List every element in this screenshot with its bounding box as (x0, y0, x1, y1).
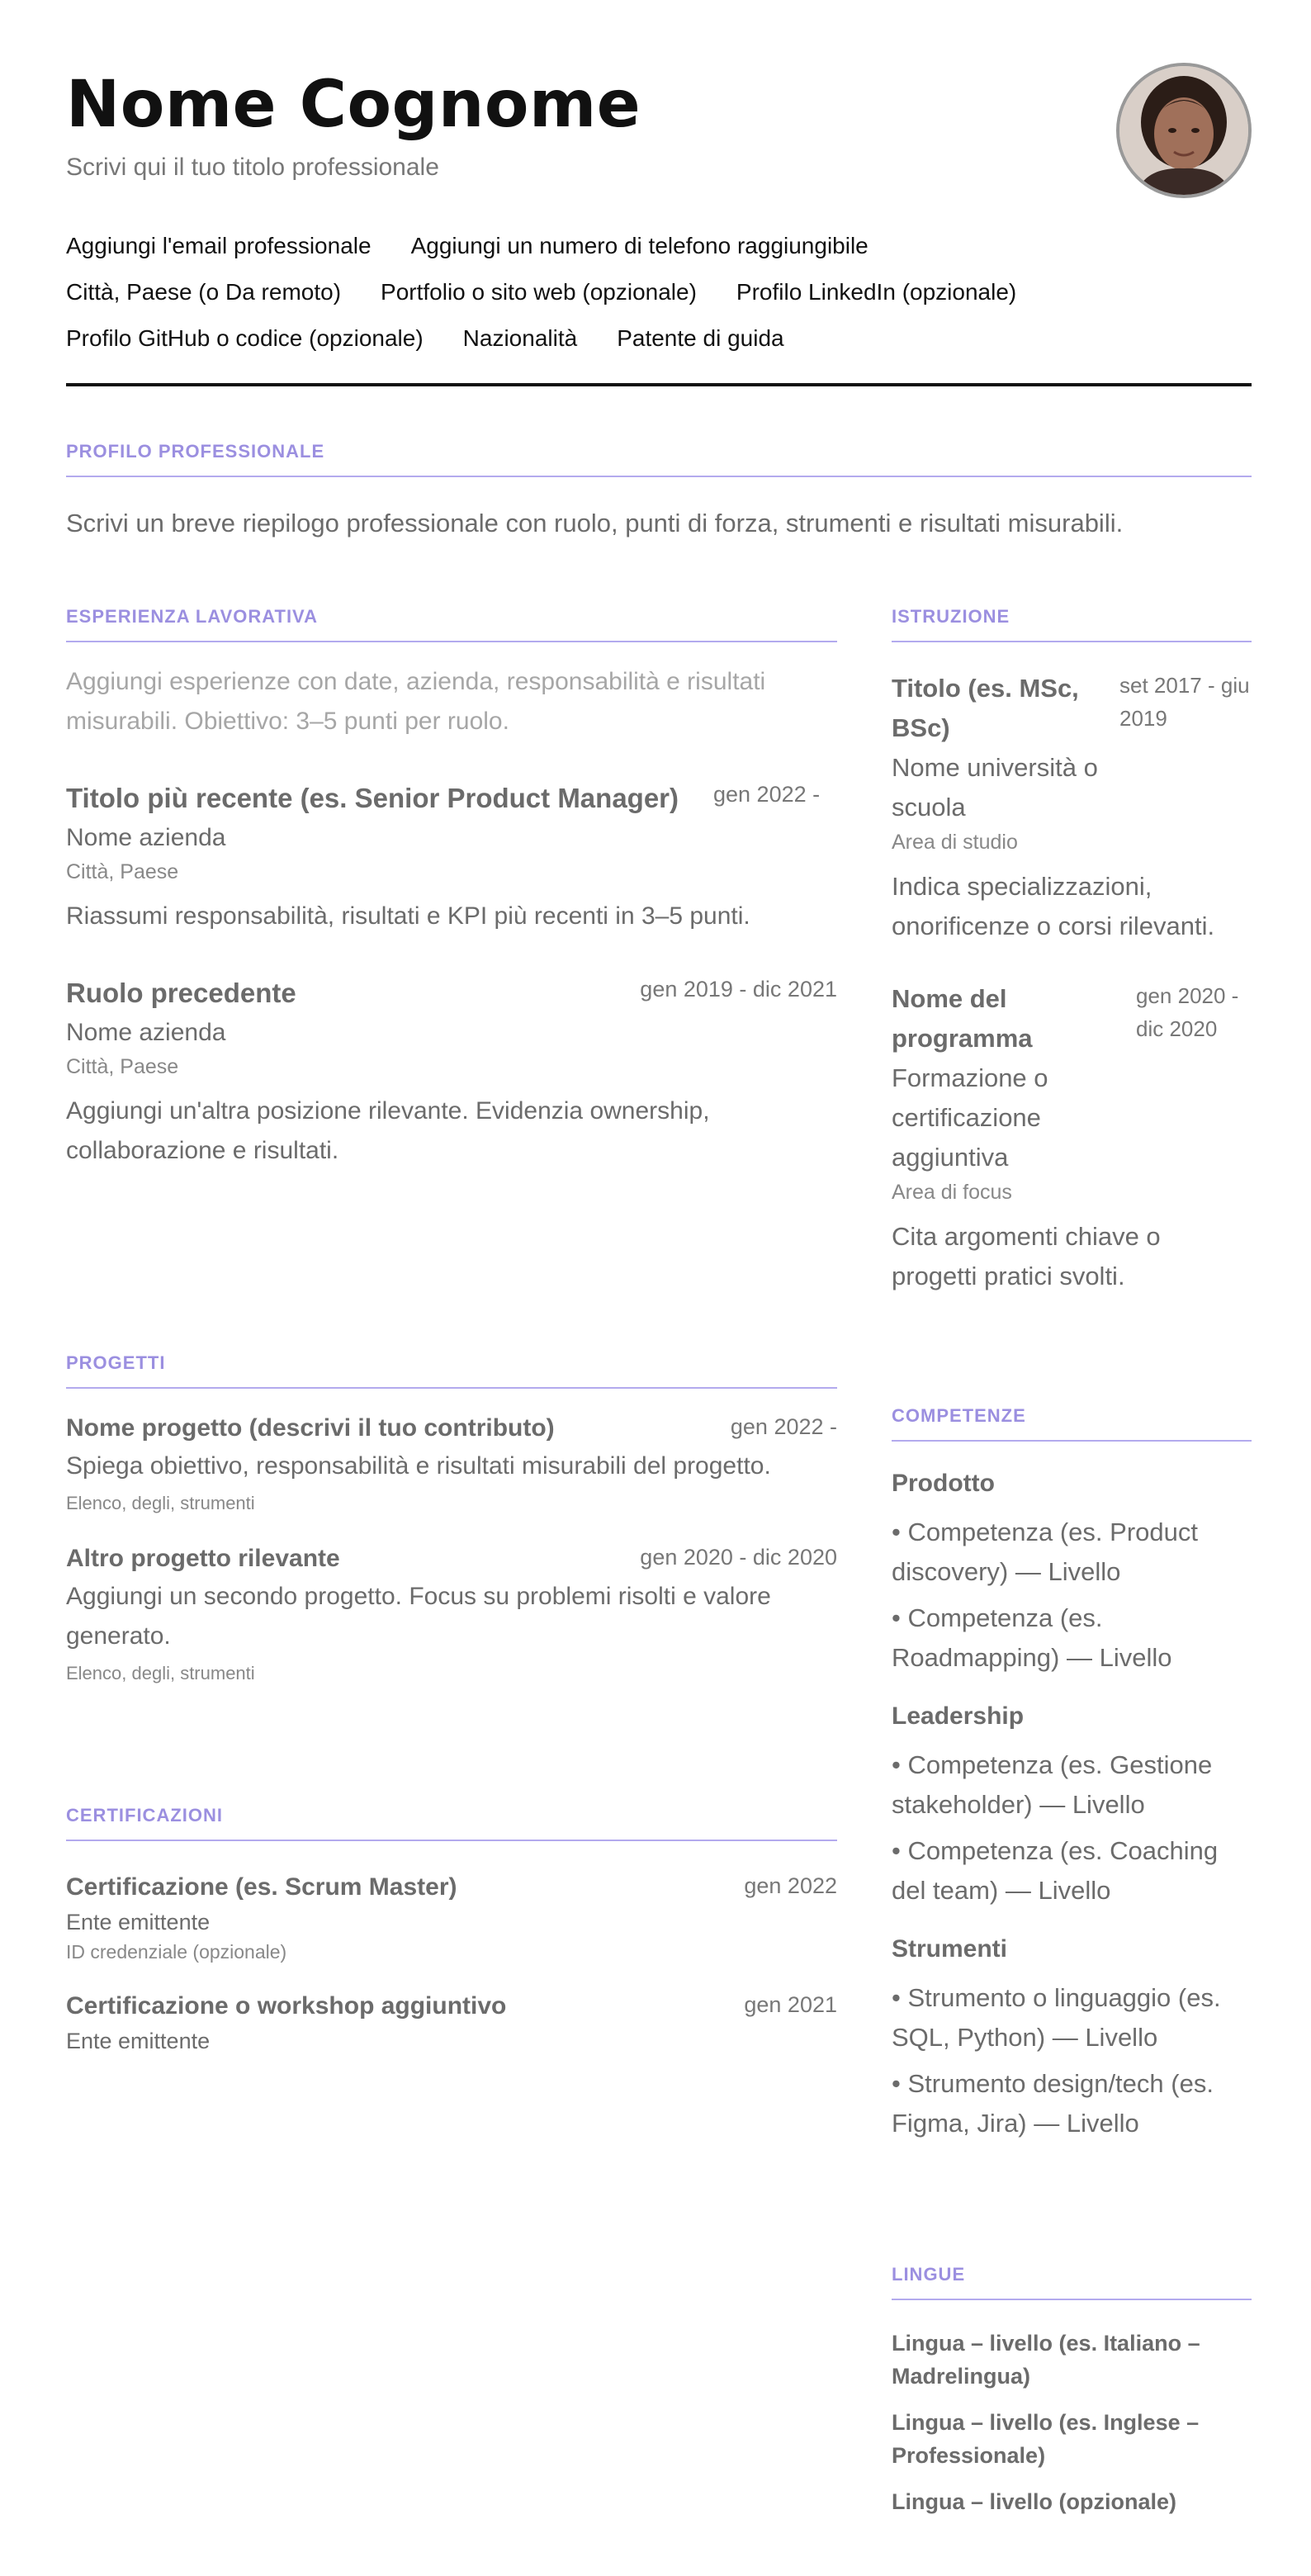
section-heading: COMPETENZE (892, 1405, 1026, 1426)
contact-row (66, 315, 1252, 362)
skill-item: • Competenza (es. Product discovery) — Livello (892, 1518, 1198, 1586)
certification-issuer: Ente emittente (66, 1910, 211, 1934)
summary-section (66, 441, 1252, 538)
project-title: Altro progetto rilevante (66, 1545, 340, 1572)
skill-item: • Competenza (es. Roadmapping) — Livello (892, 1603, 1172, 1672)
summary-text: Scrivi un breve riepilogo professionale con ruolo, punti di forza, strumenti e risultati misurabili. (66, 509, 1124, 537)
contact-row (66, 269, 1252, 315)
header-divider (66, 383, 1252, 386)
section-heading: CERTIFICAZIONI (66, 1805, 223, 1825)
job-date: gen 2019 - dic 2021 (640, 977, 837, 1002)
profile-photo (1116, 63, 1252, 198)
certification-date: gen 2021 (744, 1992, 837, 2017)
company-name: Nome azienda (66, 1019, 226, 1046)
project-date: gen 2020 - dic 2020 (640, 1545, 837, 1570)
section-heading: ISTRUZIONE (892, 606, 1010, 627)
project-tools: Elenco, degli, strumenti (66, 1493, 255, 1513)
projects-section (66, 1352, 837, 1688)
skill-group-name: Strumenti (892, 1935, 1008, 1963)
credential-id: ID credenziale (opzionale) (66, 1941, 287, 1963)
section-divider (892, 2299, 1252, 2300)
education-description: Cita argomenti chiave o progetti pratici svolti. (892, 1222, 1161, 1290)
job-title: Ruolo precedente (66, 978, 296, 1008)
skill-item: • Strumento design/tech (es. Figma, Jira) — Livello (892, 2069, 1214, 2138)
driving-license-contact: Patente di guida (617, 325, 784, 351)
school-name: Formazione o certificazione aggiuntiva (892, 1063, 1048, 1172)
job-description: Riassumi responsabilità, risultati e KPI più recenti in 3–5 punti. (66, 902, 750, 930)
certification-item (66, 1988, 837, 2057)
certifications-section (66, 1805, 837, 2057)
language-item: Lingua – livello (opzionale) (892, 2489, 1177, 2514)
project-title: Nome progetto (descrivi il tuo contributo) (66, 1414, 555, 1442)
email-contact[interactable]: Aggiungi l'email professionale (66, 233, 372, 258)
education-description: Indica specializzazioni, onorificenze o corsi rilevanti. (892, 872, 1215, 940)
project-item (66, 1410, 837, 1518)
certification-item (66, 1869, 837, 1965)
certification-date: gen 2022 (744, 1873, 837, 1898)
nationality-contact: Nazionalità (462, 325, 578, 351)
section-heading: LINGUE (892, 2264, 966, 2285)
section-divider (66, 1387, 837, 1389)
study-area: Area di focus (892, 1181, 1012, 1204)
company-name: Nome azienda (66, 824, 226, 851)
education-item (892, 979, 1252, 1296)
section-heading: ESPERIENZA LAVORATIVA (66, 606, 318, 627)
project-tools: Elenco, degli, strumenti (66, 1663, 255, 1683)
certification-title: Certificazione (es. Scrum Master) (66, 1873, 457, 1901)
experience-item (66, 973, 837, 1171)
job-title: Titolo più recente (es. Senior Product Manager) (66, 783, 679, 813)
skill-group-name: Leadership (892, 1702, 1025, 1730)
linkedin-contact[interactable]: Profilo LinkedIn (opzionale) (736, 279, 1017, 305)
education-section (892, 606, 1252, 1296)
skill-item: • Competenza (es. Gestione stakeholder) — Livello (892, 1750, 1213, 1819)
experience-section (66, 606, 837, 1171)
github-contact[interactable]: Profilo GitHub o codice (opzionale) (66, 325, 424, 351)
skill-item: • Strumento o linguaggio (es. SQL, Python) — Livello (892, 1983, 1221, 2052)
job-location: Città, Paese (66, 860, 179, 883)
language-item: Lingua – livello (es. Italiano – Madrelingua) (892, 2331, 1200, 2389)
profile-photo-image (1119, 66, 1248, 195)
study-area: Area di studio (892, 831, 1018, 854)
degree-title: Titolo (es. MSc, BSc) (892, 674, 1079, 742)
section-divider (66, 641, 837, 642)
contact-list (66, 223, 1252, 362)
project-item (66, 1541, 837, 1688)
education-item (892, 669, 1252, 946)
skill-group (892, 1698, 1252, 1911)
section-heading: PROGETTI (66, 1352, 166, 1373)
project-description: Aggiungi un secondo progetto. Focus su problemi risolti e valore generato. (66, 1583, 771, 1650)
languages-section (892, 2264, 1252, 2518)
section-divider (892, 641, 1252, 642)
website-contact[interactable]: Portfolio o sito web (opzionale) (381, 279, 697, 305)
skill-group (892, 1930, 1252, 2143)
section-divider (892, 1440, 1252, 1442)
skill-item: • Competenza (es. Coaching del team) — Livello (892, 1836, 1219, 1905)
education-date: set 2017 - giu 2019 (1119, 673, 1250, 731)
degree-title: Nome del programma (892, 984, 1033, 1053)
contact-row (66, 223, 1252, 269)
school-name: Nome università o scuola (892, 753, 1098, 822)
section-divider (66, 1840, 837, 1841)
certification-title: Certificazione o workshop aggiuntivo (66, 1992, 507, 2020)
skills-section (892, 1405, 1252, 2143)
job-date: gen 2022 - (713, 782, 821, 807)
phone-contact[interactable]: Aggiungi un numero di telefono raggiungibile (410, 233, 868, 258)
professional-title: Scrivi qui il tuo titolo professionale (66, 154, 439, 181)
location-contact: Città, Paese (o Da remoto) (66, 279, 342, 305)
language-item: Lingua – livello (es. Inglese – Professionale) (892, 2410, 1200, 2468)
certification-issuer: Ente emittente (66, 2029, 211, 2053)
experience-item (66, 778, 837, 936)
education-date: gen 2020 - dic 2020 (1136, 983, 1239, 1041)
section-divider (66, 476, 1252, 477)
candidate-name: Nome Cognome (66, 68, 641, 142)
project-date: gen 2022 - (730, 1414, 837, 1439)
skill-group-name: Prodotto (892, 1470, 995, 1497)
skill-group (892, 1465, 1252, 1678)
project-description: Spiega obiettivo, responsabilità e risultati misurabili del progetto. (66, 1452, 771, 1480)
job-location: Città, Paese (66, 1055, 179, 1078)
resume-page (66, 0, 1252, 2576)
section-heading: PROFILO PROFESSIONALE (66, 441, 325, 462)
experience-hint: Aggiungi esperienze con date, azienda, responsabilità e risultati misurabili. Obiettivo: 3–5 punti per ruolo. (66, 668, 766, 735)
job-description: Aggiungi un'altra posizione rilevante. Evidenzia ownership, collaborazione e risultati. (66, 1097, 710, 1164)
